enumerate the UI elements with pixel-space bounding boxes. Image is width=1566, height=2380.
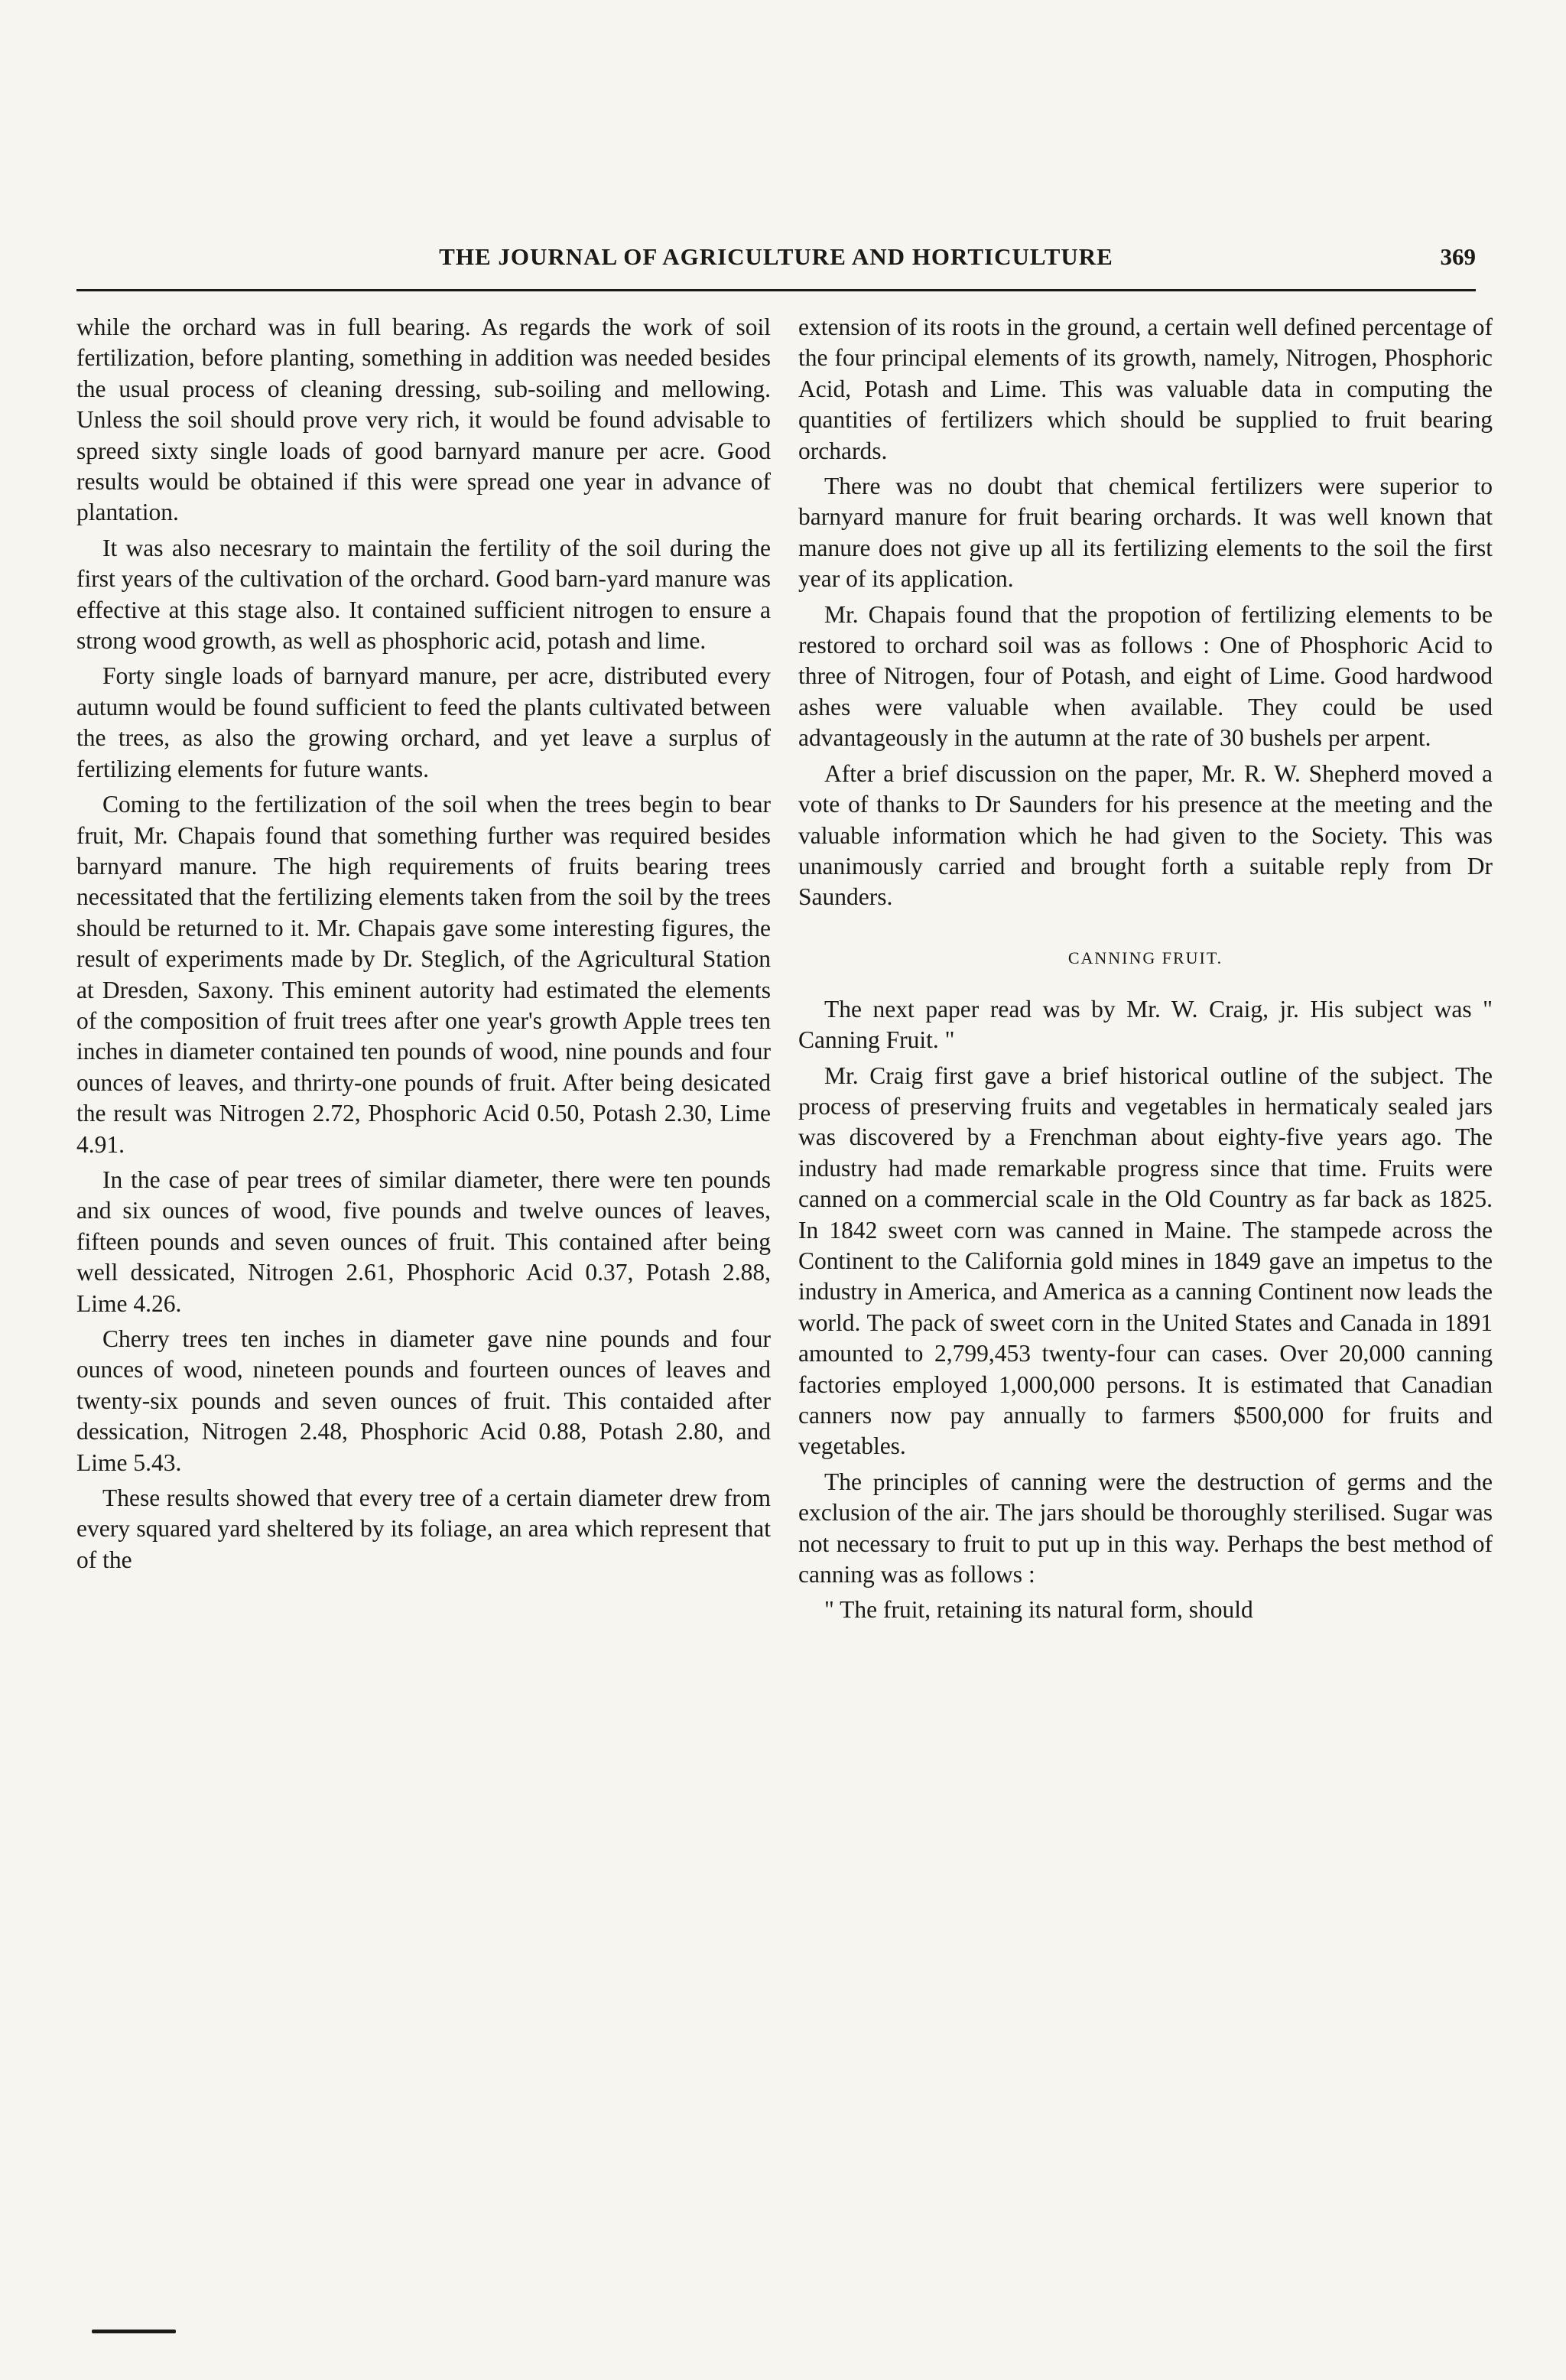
printer-mark — [92, 2330, 176, 2333]
paragraph: These results showed that every tree of a certain diameter drew from every squared yard sheltered by its foliage, an area which represent that of the — [76, 1484, 771, 1573]
paragraph: extension of its roots in the ground, a certain well defined percentage of the four principal elements of its growth, namely, Nitrogen, Phosphoric Acid, Potash and Lime. This was valuable data in computing the quantities of fertilizers which should be supplied to fruit bearing orchards. — [798, 314, 1493, 464]
right-column — [798, 312, 1493, 1631]
section-heading: CANNING FRUIT. — [1067, 948, 1223, 967]
paragraph: The principles of canning were the destruction of germs and the exclusion of the air. The jars should be thoroughly sterilised. Sugar was not necessary to fruit to put up in this way. Perhaps the best method of canning was as follows : — [798, 1468, 1493, 1588]
left-column — [76, 312, 771, 1580]
paragraph: " The fruit, retaining its natural form, should — [824, 1596, 1253, 1624]
paragraph: Mr. Craig first gave a brief historical outline of the subject. The process of preserving fruits and vegetables in hermaticaly sealed jars was discovered by a Frenchman about eighty-five years ago. The industry had made remarkable progress since that time. Fruits were canned on a commercial scale in the Old Country as far back as 1825. In 1842 sweet corn was canned in Maine. The stampede across the Continent to the California gold mines in 1849 gave an impetus to the industry in America, and America as a canning Continent now leads the world. The pack of sweet corn in the United States and Canada in 1891 amounted to 2,799,453 twenty-four can cases. Over 20,000 canning factories employed 1,000,000 persons. It is estimated that Canadian canners now pay annually to farmers $500,000 for fruits and vegetables. — [798, 1062, 1493, 1460]
paragraph: Forty single loads of barnyard manure, per acre, distributed every autumn would be found sufficient to feed the plants cultivated between the trees, as also the growing orchard, and yet leave a surplus of fertilizing elements for future wants. — [76, 662, 771, 782]
paragraph: Cherry trees ten inches in diameter gave nine pounds and four ounces of wood, nineteen pounds and fourteen ounces of leaves and twenty-six pounds and seven ounces of fruit. This contaided after dessication, Nitrogen 2.48, Phosphoric Acid 0.88, Potash 2.80, and Lime 5.43. — [76, 1325, 771, 1476]
paragraph: The next paper read was by Mr. W. Craig, jr. His subject was " Canning Fruit. " — [798, 995, 1493, 1054]
paragraph: while the orchard was in full bearing. As regards the work of soil fertilization, before planting, something in addition was needed besides the usual process of cleaning dressing, sub-soiling and mellowing. Unless the soil should prove very rich, it would be found advisable to spreed sixty single loads of good barnyard manure per acre. Good results would be obtained if this were spread one year in advance of plantation. — [76, 314, 771, 526]
paragraph: Coming to the fertilization of the soil when the trees begin to bear fruit, Mr. Chapais found that something further was required besides barnyard manure. The high requirements of fruits bearing trees necessitated that the fertilizing elements taken from the soil by the trees should be returned to it. Mr. Chapais gave some interesting figures, the result of experiments made by Dr. Steglich, of the Agricultural Station at Dresden, Saxony. This eminent autority had estimated the elements of the composition of fruit trees after one year's growth Apple trees ten inches in diameter contained ten pounds of wood, nine pounds and four ounces of leaves, and thrirty-one pounds of fruit. After being desicated the result was Nitrogen 2.72, Phosphoric Acid 0.50, Potash 2.30, Lime 4.91. — [76, 791, 771, 1158]
paragraph: It was also necesrary to maintain the fertility of the soil during the first years of the cultivation of the orchard. Good barn-yard manure was effective at this stage also. It contained sufficient nitrogen to ensure a strong wood growth, as well as phosphoric acid, potash and lime. — [76, 534, 771, 655]
paragraph: Mr. Chapais found that the propotion of fertilizing elements to be restored to orchard soil was as follows : One of Phosphoric Acid to three of Nitrogen, four of Potash, and eight of Lime. Good hardwood ashes were valuable when available. They could be used advantageously in the autumn at the rate of 30 bushels per arpent. — [798, 600, 1493, 752]
running-head — [76, 243, 1476, 286]
journal-title: THE JOURNAL OF AGRICULTURE AND HORTICULTURE — [439, 243, 1113, 270]
header-rule — [76, 289, 1476, 291]
page-number: 369 — [1440, 243, 1476, 270]
paragraph: In the case of pear trees of similar diameter, there were ten pounds and six ounces of wood, five pounds and twelve ounces of leaves, fifteen pounds and seven ounces of fruit. This contained after being well dessicated, Nitrogen 2.61, Phosphoric Acid 0.37, Potash 2.88, Lime 4.26. — [76, 1166, 771, 1317]
paragraph: There was no doubt that chemical fertilizers were superior to barnyard manure for fruit bearing orchards. It was well known that manure does not give up all its fertilizing elements to the soil the first year of its application. — [798, 473, 1493, 593]
paragraph: After a brief discussion on the paper, Mr. R. W. Shepherd moved a vote of thanks to Dr Saunders for his presence at the meeting and the valuable information which he had given to the Society. This was unanimously carried and brought forth a suitable reply from Dr Saunders. — [798, 759, 1493, 911]
